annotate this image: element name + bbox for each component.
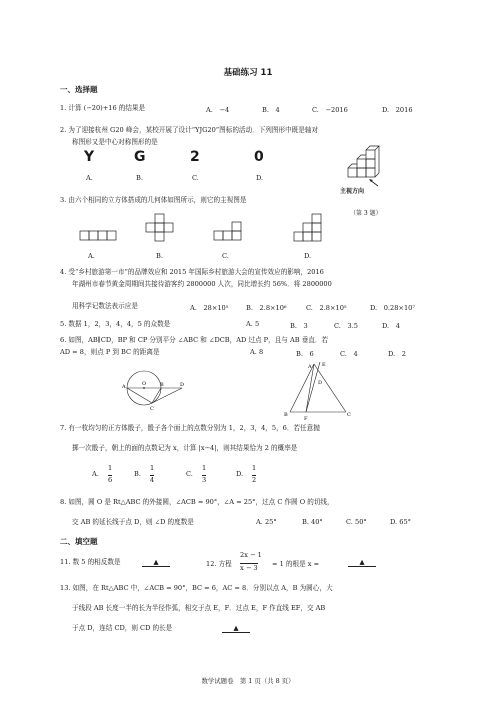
q5-option-b[interactable]: B. 3 [290, 322, 308, 330]
fig2-label-b: B [284, 412, 288, 418]
q7-option-a-label[interactable]: A. [92, 470, 99, 478]
q1-option-d[interactable]: D. 2016 [382, 106, 413, 114]
q5-option-c[interactable]: C. 3.5 [334, 322, 358, 330]
q2-stem-line1: 2. 为了迎接杭州 G20 峰会，某校开展了设计“YJG20”图标的活动．下列图形中既是轴对 [60, 126, 319, 134]
q1-option-c[interactable]: C. −2016 [312, 106, 348, 114]
q12-fraction-num: 2x − 1 [240, 551, 262, 559]
q5-stem: 5. 数据 1，2，3，4，4，5 的众数是 [60, 320, 171, 328]
q3-option-c[interactable]: C. [222, 252, 229, 260]
fig2-label-e: E [322, 362, 326, 368]
q1-stem: 1. 计算 (−20)+16 的结果是 [60, 104, 146, 112]
q3-option-b-figure [146, 214, 176, 244]
q3-option-d[interactable]: D. [304, 252, 312, 260]
q13-stem-line2: 于线段 AB 长度一半的长为半径作弧，相交于点 E，F．过点 E，F 作直线 EF，交 AB [72, 604, 326, 612]
q11-answer-blank[interactable]: ▲ [142, 558, 170, 567]
q7-option-a-den: 6 [108, 476, 113, 484]
q6-stem-line2: AD = 8，则点 P 到 BC 的距离是 [60, 348, 160, 356]
q11-stem: 11. 数 5 的相反数是 [60, 558, 121, 566]
fig2-label-a: A [308, 364, 312, 370]
q7-option-c-num: 1 [202, 464, 207, 472]
q6-option-c[interactable]: C. 4 [340, 350, 358, 358]
q6-option-b[interactable]: B. 6 [296, 350, 314, 358]
q12-fraction-den: x − 3 [240, 564, 258, 572]
q8-stem-line1: 8. 如图，圆 O 是 Rt△ABC 的外接圆，∠ACB = 90°，∠A = 25°，过点 C 作圆 O 的切线， [60, 498, 334, 506]
q12-suffix: = 1 的根是 x = [272, 560, 320, 568]
q7-option-b-label[interactable]: B. [134, 470, 141, 478]
q5-option-d[interactable]: D. 4 [382, 322, 400, 330]
q3-view-direction-label: 主视方向 [340, 188, 365, 195]
q4-option-d[interactable]: D. 0.28×10⁷ [370, 304, 415, 312]
q2-option-a[interactable]: A. [86, 174, 93, 182]
q7-option-c-label[interactable]: C. [186, 470, 193, 478]
page-footer: 数学试题卷 第 1 页（共 8 页） [201, 677, 295, 685]
q2-option-d[interactable]: D. [256, 174, 264, 182]
q13-answer-blank[interactable]: ▲ [222, 624, 250, 633]
logo-0: 0 [254, 149, 264, 165]
logo-2: 2 [190, 149, 200, 165]
q7-option-b-den: 4 [150, 476, 155, 484]
q8-option-b[interactable]: B. 40° [302, 518, 323, 526]
q1-option-b[interactable]: B. 4 [262, 106, 280, 114]
section-choice-heading: 一、选择题 [60, 85, 98, 94]
q7-option-b-num: 1 [150, 464, 155, 472]
q7-stem-line1: 7. 有一枚均匀的正方体骰子，骰子各个面上的点数分别为 1，2，3，4，5，6．若任意抛 [60, 424, 320, 432]
q6-stem-line1: 6. 如图，AB∥CD，BP 和 CP 分别平分 ∠ABC 和 ∠DCB，AD 过点 P，且与 AB 垂直．若 [60, 336, 329, 344]
fig1-label-a: A [122, 384, 126, 390]
q3-stem: 3. 由六个相同的立方体搭成的几何体如图所示，则它的主视图是 [60, 196, 247, 204]
q8-option-c[interactable]: C. 50° [346, 518, 367, 526]
q8-stem-line2: 交 AB 的延长线于点 D，则 ∠D 的度数是 [72, 518, 194, 526]
q4-stem-line2: 年湖州市春节黄金周期间共接待游客约 2800000 人次，同比增长约 56%．将 2800000 [72, 280, 332, 288]
section-fill-heading: 二、填空题 [60, 537, 98, 546]
logo-y: Y [84, 149, 95, 165]
fig1-label-c: C [150, 406, 154, 412]
q7-stem-line2: 掷一次骰子，朝上的面的点数记为 x，计算 |x−4|，则其结果恰为 2 的概率是 [72, 444, 298, 452]
q7-option-d-den: 2 [252, 476, 257, 484]
q1-option-a[interactable]: A. −4 [206, 106, 230, 114]
q6-option-d[interactable]: D. 2 [388, 350, 406, 358]
logo-g: G [134, 149, 146, 165]
q6-option-a[interactable]: A. 8 [250, 348, 264, 356]
q4-option-a[interactable]: A. 28×10⁵ [190, 304, 229, 312]
q13-stem-line1: 13. 如图，在 Rt△ABC 中，∠ACB = 90°，BC = 6，AC = 8．分别以点 A，B 为圆心，大 [60, 584, 333, 592]
q3-option-a-figure [80, 222, 124, 244]
q8-option-a[interactable]: A. 25° [256, 518, 277, 526]
fig2-label-d: D [318, 380, 323, 386]
triangle-bisector-figure [284, 360, 354, 420]
fig1-label-o: O [142, 381, 147, 387]
fig1-label-b: B [160, 382, 164, 388]
q3-option-d-figure [294, 214, 324, 244]
q7-option-d-label[interactable]: D. [236, 470, 244, 478]
page-title: 基础练习 11 [223, 68, 273, 78]
q4-option-c[interactable]: C. 2.8×10⁵ [306, 304, 347, 312]
q2-option-c[interactable]: C. [192, 174, 199, 182]
q4-option-b[interactable]: B. 2.8×10⁶ [246, 304, 287, 312]
q5-option-a[interactable]: A. 5 [246, 320, 260, 328]
q8-option-d[interactable]: D. 65° [390, 518, 411, 526]
q2-stem-line2: 称图形又是中心对称图形的是 [72, 138, 158, 146]
q3-cube-figure [342, 150, 392, 190]
q3-option-a[interactable]: A. [88, 252, 95, 260]
q7-option-c-den: 3 [202, 476, 207, 484]
q3-figure-caption: （第 3 题） [350, 210, 382, 217]
q3-option-c-figure [214, 222, 244, 244]
fig2-label-f: F [304, 416, 308, 422]
q7-option-a-num: 1 [108, 464, 113, 472]
q4-stem-line1: 4. 受“乡村旅游第一市”的品牌效应和 2015 年国际乡村旅游大会的宣传效应的影响，2016 [60, 268, 324, 276]
q7-option-d-num: 1 [252, 464, 257, 472]
q12-answer-blank[interactable]: ▲ [348, 558, 376, 567]
fig1-label-d: D [180, 382, 185, 388]
q12-prefix: 12. 方程 [206, 560, 232, 568]
q2-option-b[interactable]: B. [136, 174, 143, 182]
circle-tangent-figure [114, 366, 184, 416]
fig2-label-c: C [347, 412, 351, 418]
q4-stem-line3: 用科学记数法表示应是 [72, 302, 138, 310]
q3-option-b[interactable]: B. [156, 252, 163, 260]
q13-stem-line3: 于点 D，连结 CD，则 CD 的长是 [72, 624, 173, 632]
